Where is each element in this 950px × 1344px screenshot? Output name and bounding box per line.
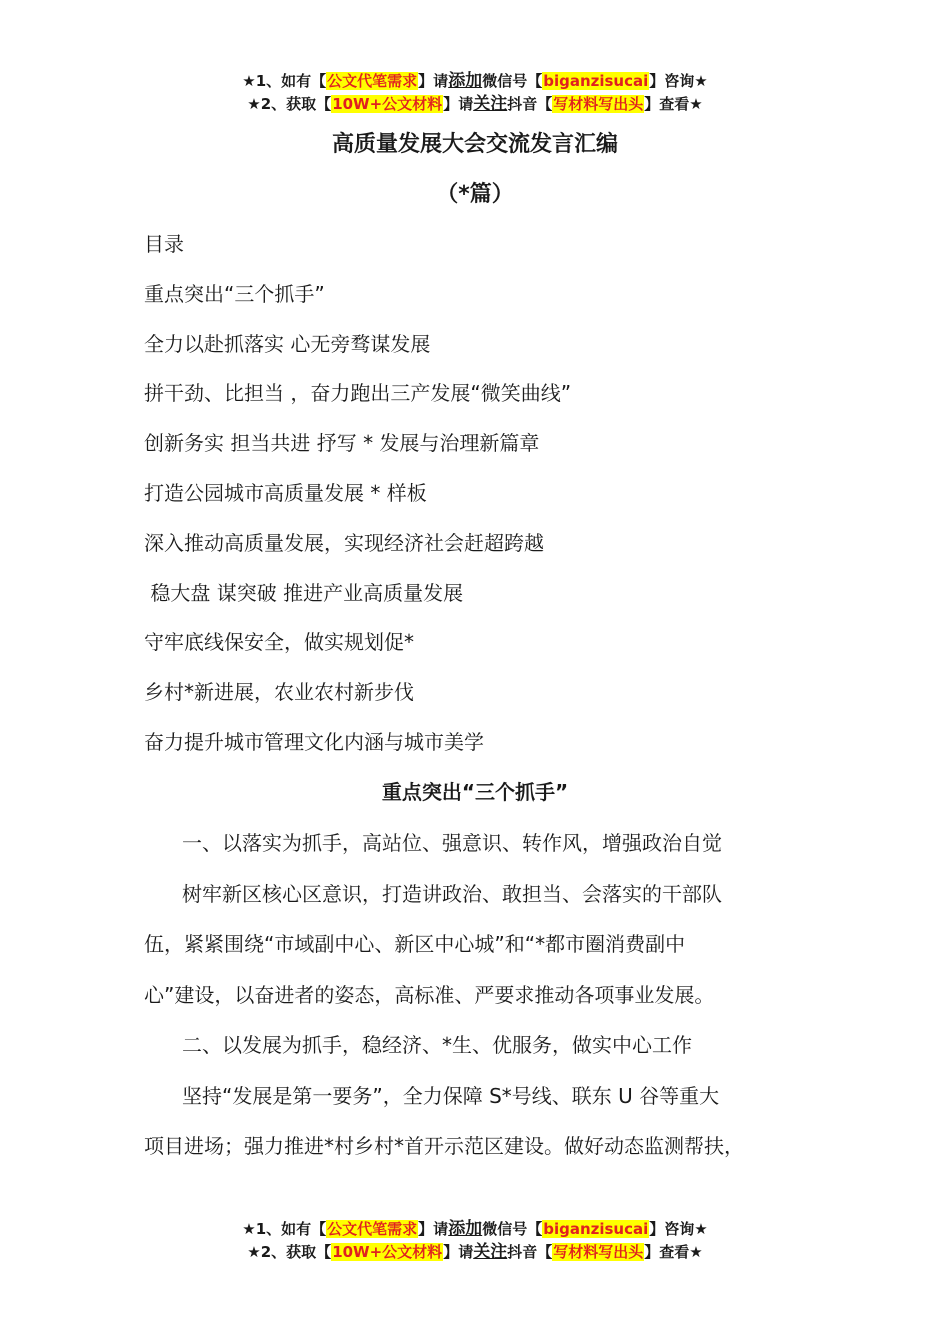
section-body [144,826,814,1180]
promo-emphasis: 添加 [448,71,483,91]
promo-wechat-id: biganzisucai [543,72,649,90]
toc-item: 打造公园城市高质量发展 * 样板 [144,480,427,505]
paragraph-line: 二、以发展为抓手，稳经济、*生、优服务，做实中心工作 [182,1033,692,1057]
paragraph-line: 坚持“发展是第一要务”，全力保障 S*号线、联东 U 谷等重大 [182,1083,720,1108]
promo-highlight: 公文代笔需求 [327,72,418,90]
paragraph-line: 心”建设，以奋进者的姿态，高标准、严要求推动各项事业发展。 [144,982,715,1007]
promo-header [0,70,950,116]
toc-item: 乡村*新进展，农业农村新步伐 [144,680,414,705]
document-subtitle: （*篇） [436,182,514,207]
paragraph-line: 项目进场；强力推进*村乡村*首开示范区建设。做好动态监测帮扶， [144,1134,744,1158]
toc-item: 奋力提升城市管理文化内涵与城市美学 [144,729,484,754]
promo-highlight: 10W+公文材料 [332,95,443,113]
paragraph-line: 树牢新区核心区意识，打造讲政治、敢担当、会落实的干部队 [182,881,722,906]
promo-emphasis: 关注 [473,1242,508,1262]
promo-line-2: ★2、获取【10W+公文材料】请关注抖音【写材料写出头】查看★ [247,94,703,114]
toc-item: 全力以赴抓落实 心无旁骛谋发展 [144,331,431,356]
promo-douyin-id: 写材料写出头 [553,1243,644,1261]
paragraph-line: 伍，紧紧围绕“市域副中心、新区中心城”和“*都市圈消费副中 [144,932,686,956]
paragraph-line: 一、以落实为抓手，高站位、强意识、转作风，增强政治自觉 [182,831,722,855]
toc-label: 目录 [144,232,184,256]
promo-emphasis: 添加 [448,1219,483,1239]
promo-footer [0,1218,950,1264]
toc-item: 创新务实 担当共进 抒写 * 发展与治理新篇章 [144,431,540,456]
toc-item: 深入推动高质量发展，实现经济社会赶超跨越 [144,530,544,555]
promo-emphasis: 关注 [473,94,508,114]
promo-line-1: ★1、如有【公文代笔需求】请添加微信号【biganzisucai】咨询★ [242,71,708,91]
promo-highlight: 10W+公文材料 [332,1243,443,1261]
toc-item: 拼干劲、比担当 ，奋力跑出三产发展“微笑曲线” [144,381,572,406]
table-of-contents [144,227,844,775]
document-title: 高质量发展大会交流发言汇编 [331,132,618,157]
toc-item: 重点突出“三个抓手” [144,281,325,306]
section-heading: 重点突出“三个抓手” [381,780,569,804]
promo-line-2: ★2、获取【10W+公文材料】请关注抖音【写材料写出头】查看★ [247,1242,703,1262]
promo-highlight: 公文代笔需求 [327,1220,418,1238]
promo-wechat-id: biganzisucai [543,1220,649,1238]
toc-item: 守牢底线保安全，做实规划促* [144,630,414,655]
promo-line-1: ★1、如有【公文代笔需求】请添加微信号【biganzisucai】咨询★ [242,1219,708,1239]
toc-item: 稳大盘 谋突破 推进产业高质量发展 [144,580,464,605]
promo-douyin-id: 写材料写出头 [553,95,644,113]
